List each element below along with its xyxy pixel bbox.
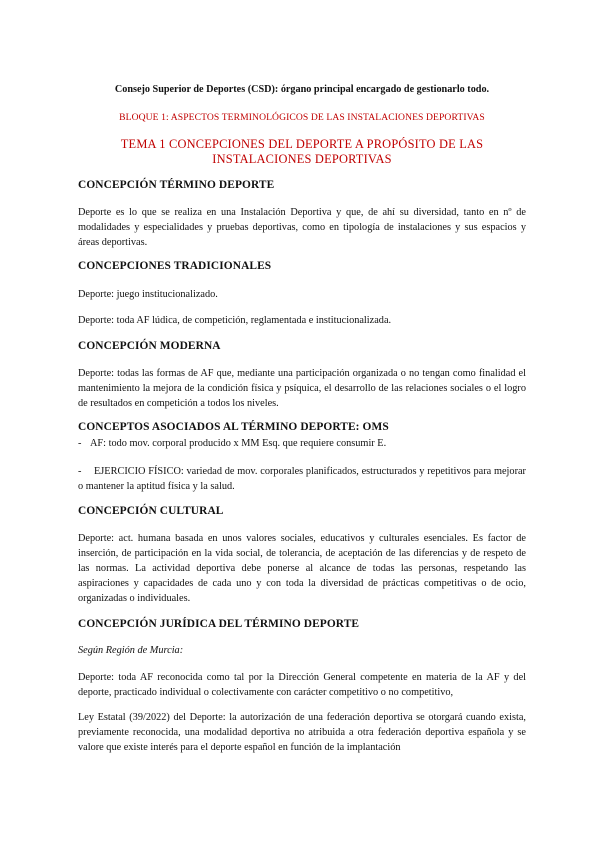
list-item-text: EJERCICIO FÍSICO: variedad de mov. corporales planificados, estructurados y repetitivos para mejorar o mantener la aptitud física y la salud. — [78, 466, 526, 492]
section-heading-cultural: CONCEPCIÓN CULTURAL — [78, 505, 224, 517]
paragraph-juridica-2: Ley Estatal (39/2022) del Deporte: la autorización de una federación deportiva se otorgará cuando exista, previamente reconocida, una modalidad deportiva no atribuida a otra federación deportiva española y se valore que existe interés para el deporte español en función de la implantación — [78, 712, 526, 753]
section-heading-termino: CONCEPCIÓN TÉRMINO DEPORTE — [78, 179, 275, 191]
section-heading-oms: CONCEPTOS ASOCIADOS AL TÉRMINO DEPORTE: OMS — [78, 421, 389, 433]
paragraph-termino: Deporte es lo que se realiza en una Instalación Deportiva y que, de ahí su diversidad, tanto en nº de modalidades y especialidades y pruebas deportivas, como en tipología de instalaciones y sus espacios y áreas deportivas. — [78, 207, 526, 248]
list-item-text: AF: todo mov. corporal producido x MM Esq. que requiere consumir E. — [90, 438, 387, 449]
paragraph-tradicionales-1: Deporte: juego institucionalizado. — [78, 289, 218, 300]
list-item-af — [78, 436, 526, 451]
paragraph-cultural: Deporte: act. humana basada en unos valores sociales, educativos y culturales esenciales. Es factor de inserción, de participación en la vida social, de tolerancia, de aceptación de las diferencias y de respeto de las normas. La actividad deportiva debe ponerse al alcance de todas las personas, respetando las aspiraciones y capacidades de cada uno y con toda la diversidad de prácticas competitivas o de ocio, organizadas o individuales. — [78, 533, 526, 604]
paragraph-juridica-1: Deporte: toda AF reconocida como tal por la Dirección General competente en materia de la AF y del deporte, practicado individual o colectivamente con carácter competitivo o no competitivo, — [78, 672, 526, 698]
bullet-marker: - — [78, 466, 82, 477]
tema-heading: TEMA 1 CONCEPCIONES DEL DEPORTE A PROPÓSITO DE LAS INSTALACIONES DEPORTIVAS — [120, 137, 484, 166]
paragraph-moderna: Deporte: todas las formas de AF que, mediante una participación organizada o no tengan como finalidad el mantenimiento la mejora de la condición física y psíquica, el desarrollo de las relaciones sociales o el logro de resultados en competición a todos los niveles. — [78, 368, 526, 409]
document-title: Consejo Superior de Deportes (CSD): órgano principal encargado de gestionarlo todo. — [114, 84, 490, 95]
subtitle-murcia: Según Región de Murcia: — [78, 645, 184, 656]
bloque-heading: BLOQUE 1: ASPECTOS TERMINOLÓGICOS DE LAS INSTALACIONES DEPORTIVAS — [119, 112, 485, 123]
bullet-marker: - — [78, 438, 82, 449]
section-heading-tradicionales: CONCEPCIONES TRADICIONALES — [78, 260, 272, 272]
list-item-ejercicio — [78, 464, 526, 494]
section-heading-moderna: CONCEPCIÓN MODERNA — [78, 340, 221, 352]
paragraph-tradicionales-2: Deporte: toda AF lúdica, de competición, reglamentada e institucionalizada. — [78, 315, 392, 326]
section-heading-juridica: CONCEPCIÓN JURÍDICA DEL TÉRMINO DEPORTE — [78, 618, 360, 630]
